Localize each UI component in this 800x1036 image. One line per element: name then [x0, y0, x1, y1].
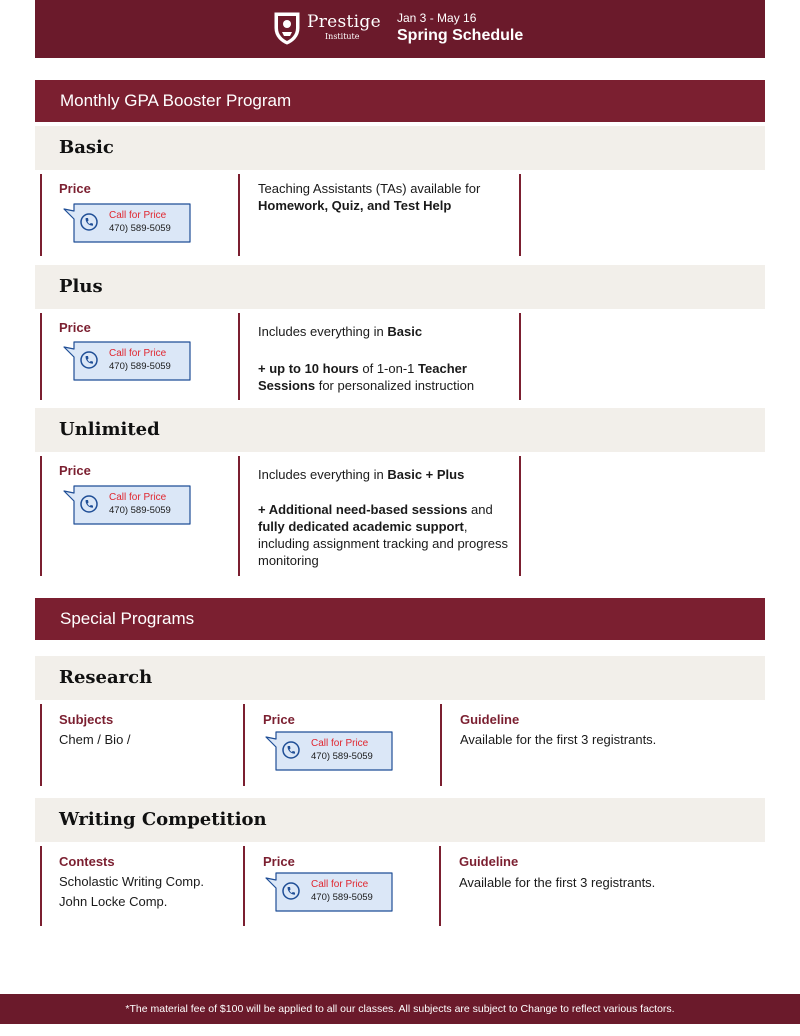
tier-description: Includes everything in Basic + Plus [258, 467, 465, 482]
divider [238, 456, 240, 576]
call-for-price-button[interactable] [62, 339, 182, 381]
contests-label: Contests [59, 854, 115, 869]
tier-description: + Additional need-based sessions and fully dedicated academic support, including assignment tracking and progress monitoring [258, 502, 509, 568]
phone-number: 470) 589-5059 [311, 751, 373, 762]
call-for-price-button[interactable] [264, 870, 384, 912]
price-label: Price [59, 320, 91, 335]
brand-sub: Institute [325, 32, 360, 41]
divider [439, 846, 441, 926]
tier-description: Teaching Assistants (TAs) available for Homework, Quiz, and Test Help [258, 181, 481, 213]
divider [519, 456, 521, 576]
divider [238, 313, 240, 400]
divider [40, 313, 42, 400]
page-title: Spring Schedule [397, 27, 524, 44]
phone-icon [282, 741, 300, 759]
phone-icon [282, 882, 300, 900]
call-for-price-label: Call for Price [109, 348, 167, 359]
tier-description: Includes everything in Basic [258, 324, 423, 339]
guideline-label: Guideline [459, 854, 519, 869]
subjects-value: Chem / Bio / [59, 732, 131, 747]
call-for-price-label: Call for Price [311, 879, 369, 890]
divider [519, 313, 521, 400]
call-for-price-label: Call for Price [109, 492, 167, 503]
crest-logo-icon [273, 10, 301, 46]
call-for-price-button[interactable] [62, 483, 182, 525]
divider [243, 704, 245, 786]
phone-number: 470) 589-5059 [311, 892, 373, 903]
schedule-dates: Jan 3 - May 16 [397, 11, 477, 25]
contest-item: John Locke Comp. [59, 894, 168, 909]
phone-icon [80, 495, 98, 513]
call-for-price-button[interactable] [264, 729, 384, 771]
tier-title-plus: Plus [35, 265, 765, 309]
phone-icon [80, 351, 98, 369]
page-header [35, 0, 765, 58]
phone-icon [80, 213, 98, 231]
section-title-gpa: Monthly GPA Booster Program [35, 80, 765, 122]
subjects-label: Subjects [59, 712, 114, 727]
tier-title-unlimited: Unlimited [35, 408, 765, 452]
divider [238, 174, 240, 256]
divider [440, 704, 442, 786]
brand-name: Prestige [307, 12, 381, 32]
phone-number: 470) 589-5059 [109, 223, 171, 234]
guideline-text: Available for the first 3 registrants. [460, 732, 657, 747]
phone-number: 470) 589-5059 [109, 361, 171, 372]
divider [243, 846, 245, 926]
footer-note: *The material fee of $100 will be applied to all our classes. All subjects are subject to Change to reflect various factors. [0, 994, 800, 1024]
divider [40, 456, 42, 576]
phone-number: 470) 589-5059 [109, 505, 171, 516]
call-for-price-button[interactable] [62, 201, 182, 243]
section-title-special: Special Programs [35, 598, 765, 640]
program-title-writing: Writing Competition [35, 798, 765, 842]
call-for-price-label: Call for Price [311, 738, 369, 749]
price-label: Price [59, 463, 91, 478]
guideline-label: Guideline [460, 712, 520, 727]
price-label: Price [263, 854, 295, 869]
divider [40, 846, 42, 926]
price-label: Price [59, 181, 91, 196]
tier-description: + up to 10 hours of 1-on-1 Teacher Sessions for personalized instruction [258, 361, 475, 393]
divider [519, 174, 521, 256]
divider [40, 704, 42, 786]
divider [40, 174, 42, 256]
call-for-price-label: Call for Price [109, 210, 167, 221]
guideline-text: Available for the first 3 registrants. [459, 875, 656, 890]
program-title-research: Research [35, 656, 765, 700]
price-label: Price [263, 712, 295, 727]
contest-item: Scholastic Writing Comp. [59, 874, 204, 889]
tier-title-basic: Basic [35, 126, 765, 170]
